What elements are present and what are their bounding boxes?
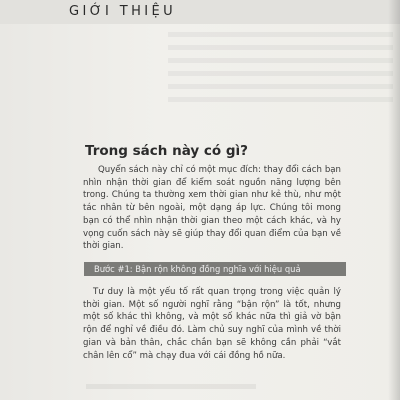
step-banner-label: Bước #1: Bận rộn không đồng nghĩa với hiệu quả [94, 264, 301, 274]
show-through-line [168, 97, 393, 102]
section-heading: Trong sách này có gì? [85, 143, 248, 159]
show-through-line [86, 384, 256, 389]
chapter-title: GIỚI THIỆU [69, 4, 177, 19]
body-paragraph: Tư duy là một yếu tố rất quan trọng trong việc quản lý thời gian. Một số người nghĩ rằng “bận rộn” là tốt, nhưng một số khác thì không, và một số khác nữa thì giả vờ bận rộn để nghỉ về điều đó. Làm chủ suy nghĩ của mình về thời gian và bản thân, chắc chắn bạn sẽ không cần phải “vắt chân lên cổ” mà chạy đua với cái đồng hồ nữa. [83, 287, 341, 361]
page-spine-shadow [388, 0, 400, 400]
chapter-header-band [0, 0, 400, 24]
show-through-line [168, 84, 393, 89]
show-through-line [168, 32, 393, 37]
show-through-line [168, 58, 393, 63]
show-through-line [168, 71, 393, 76]
intro-paragraph: Quyển sách này chỉ có một mục đích: thay đổi cách bạn nhìn nhận thời gian để kiểm soát nguồn năng lượng bên trong. Chúng ta thường xem thời gian như kẻ thù, như một tác nhân từ bên ngoài, một dạng áp lực. Chúng tôi mong bạn có thể nhìn nhận thời gian theo một cách khác, và hy vọng cuốn sách này sẽ giúp thay đổi quan điểm của bạn về thời gian. [83, 165, 341, 252]
show-through-line [168, 45, 393, 50]
